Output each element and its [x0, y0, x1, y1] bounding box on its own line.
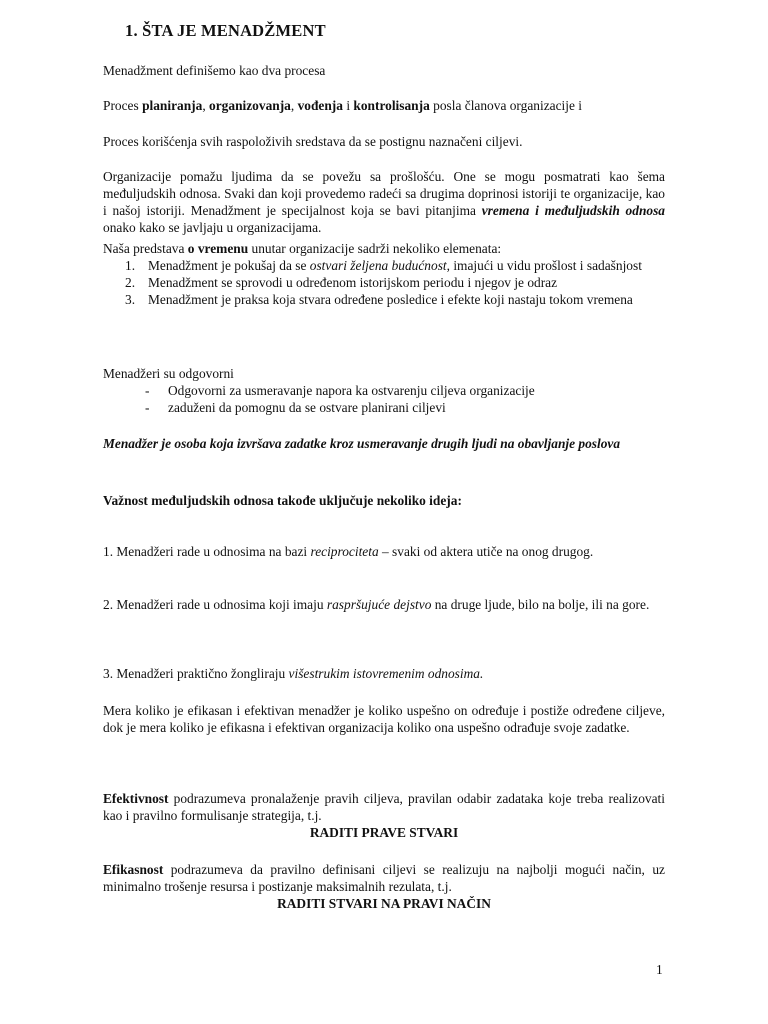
idea-reciprocity: 1. Menadžeri rade u odnosima na bazi reciprociteta – svaki od aktera utiče na onog drugog.	[103, 544, 594, 559]
responsibility-list	[103, 382, 665, 416]
list-item: 2. Menadžment se sprovodi u određenom istorijskom periodu i njegov je odraz	[125, 275, 558, 290]
efficiency-motto: RADITI STVARI NA PRAVI NAČIN	[277, 896, 491, 911]
list-item: - zaduženi da pomognu da se ostvare planirani ciljevi	[145, 400, 446, 415]
time-paragraph: Naša predstava o vremenu unutar organizacije sadrži nekoliko elemenata:	[103, 241, 502, 256]
measure-paragraph: Mera koliko je efikasan i efektivan menadžer je koliko uspešno on određuje i postiže određene ciljeve, dok je mera koliko je efikasna i efektivan organizacija koliko ona uspešno odrađuje svoje zadatke.	[103, 703, 665, 735]
importance-heading: Važnost međuljudskih odnosa takođe uključuje nekoliko ideja:	[103, 493, 462, 508]
responsibility-paragraph: Menadžeri su odgovorni	[103, 366, 234, 381]
manager-definition: Menadžer je osoba koja izvršava zadatke kroz usmeravanje drugih ljudi na obavljanje poslova	[103, 436, 621, 451]
time-elements-list	[103, 257, 665, 308]
page-number: 1	[656, 962, 663, 977]
effectiveness-paragraph: Efektivnost podrazumeva pronalaženje pravih ciljeva, pravilan odabir zadataka koje treba realizovati kao i pravilno formulisanje strategija, t.j.	[103, 791, 665, 823]
responsibility-section	[103, 365, 665, 416]
process-resources-paragraph: Proces korišćenja svih raspoloživih sredstava da se postignu naznačeni ciljevi.	[103, 134, 523, 149]
organizations-paragraph: Organizacije pomažu ljudima da se povežu sa prošlošću. One se mogu posmatrati kao šema međuljudskih odnosa. Svaki dan koji provedemo radeći sa drugima doprinosi istoriji te organizacije, kao i našoj istoriji. Menadžment je specijalnost koja se bavi pitanjima vremena i međuljudskih odnosa onako kako se javljaju u organizacijama.	[103, 169, 665, 235]
intro-paragraph: Menadžment definišemo kao dva procesa	[103, 63, 326, 78]
time-section	[103, 240, 665, 308]
process-planning-paragraph: Proces planiranja, organizovanja, vođenja i kontrolisanja posla članova organizacije i	[103, 98, 582, 113]
list-item: - Odgovorni za usmeravanje napora ka ostvarenju ciljeva organizacije	[145, 383, 535, 398]
idea-spreading-effect: 2. Menadžeri rade u odnosima koji imaju raspršujuće dejstvo na druge ljude, bilo na bolje, ili na gore.	[103, 597, 650, 612]
page-title: 1. ŠTA JE MENADŽMENT	[125, 21, 326, 40]
effectiveness-motto: RADITI PRAVE STVARI	[309, 825, 459, 840]
efficiency-section	[103, 861, 665, 912]
efficiency-paragraph: Efikasnost podrazumeva da pravilno definisani ciljevi se realizuju na najbolji mogući način, uz minimalno trošenje resursa i postizanje maksimalnih rezulata, t.j.	[103, 862, 665, 894]
list-item: 3. Menadžment je praksa koja stvara određene posledice i efekte koji nastaju tokom vremena	[125, 292, 633, 307]
list-item: 1. Menadžment je pokušaj da se ostvari željena budućnost, imajući u vidu prošlost i sadašnjost	[125, 258, 642, 273]
idea-juggling: 3. Menadžeri praktično žongliraju višestrukim istovremenim odnosima.	[103, 666, 484, 681]
effectiveness-section	[103, 790, 665, 841]
